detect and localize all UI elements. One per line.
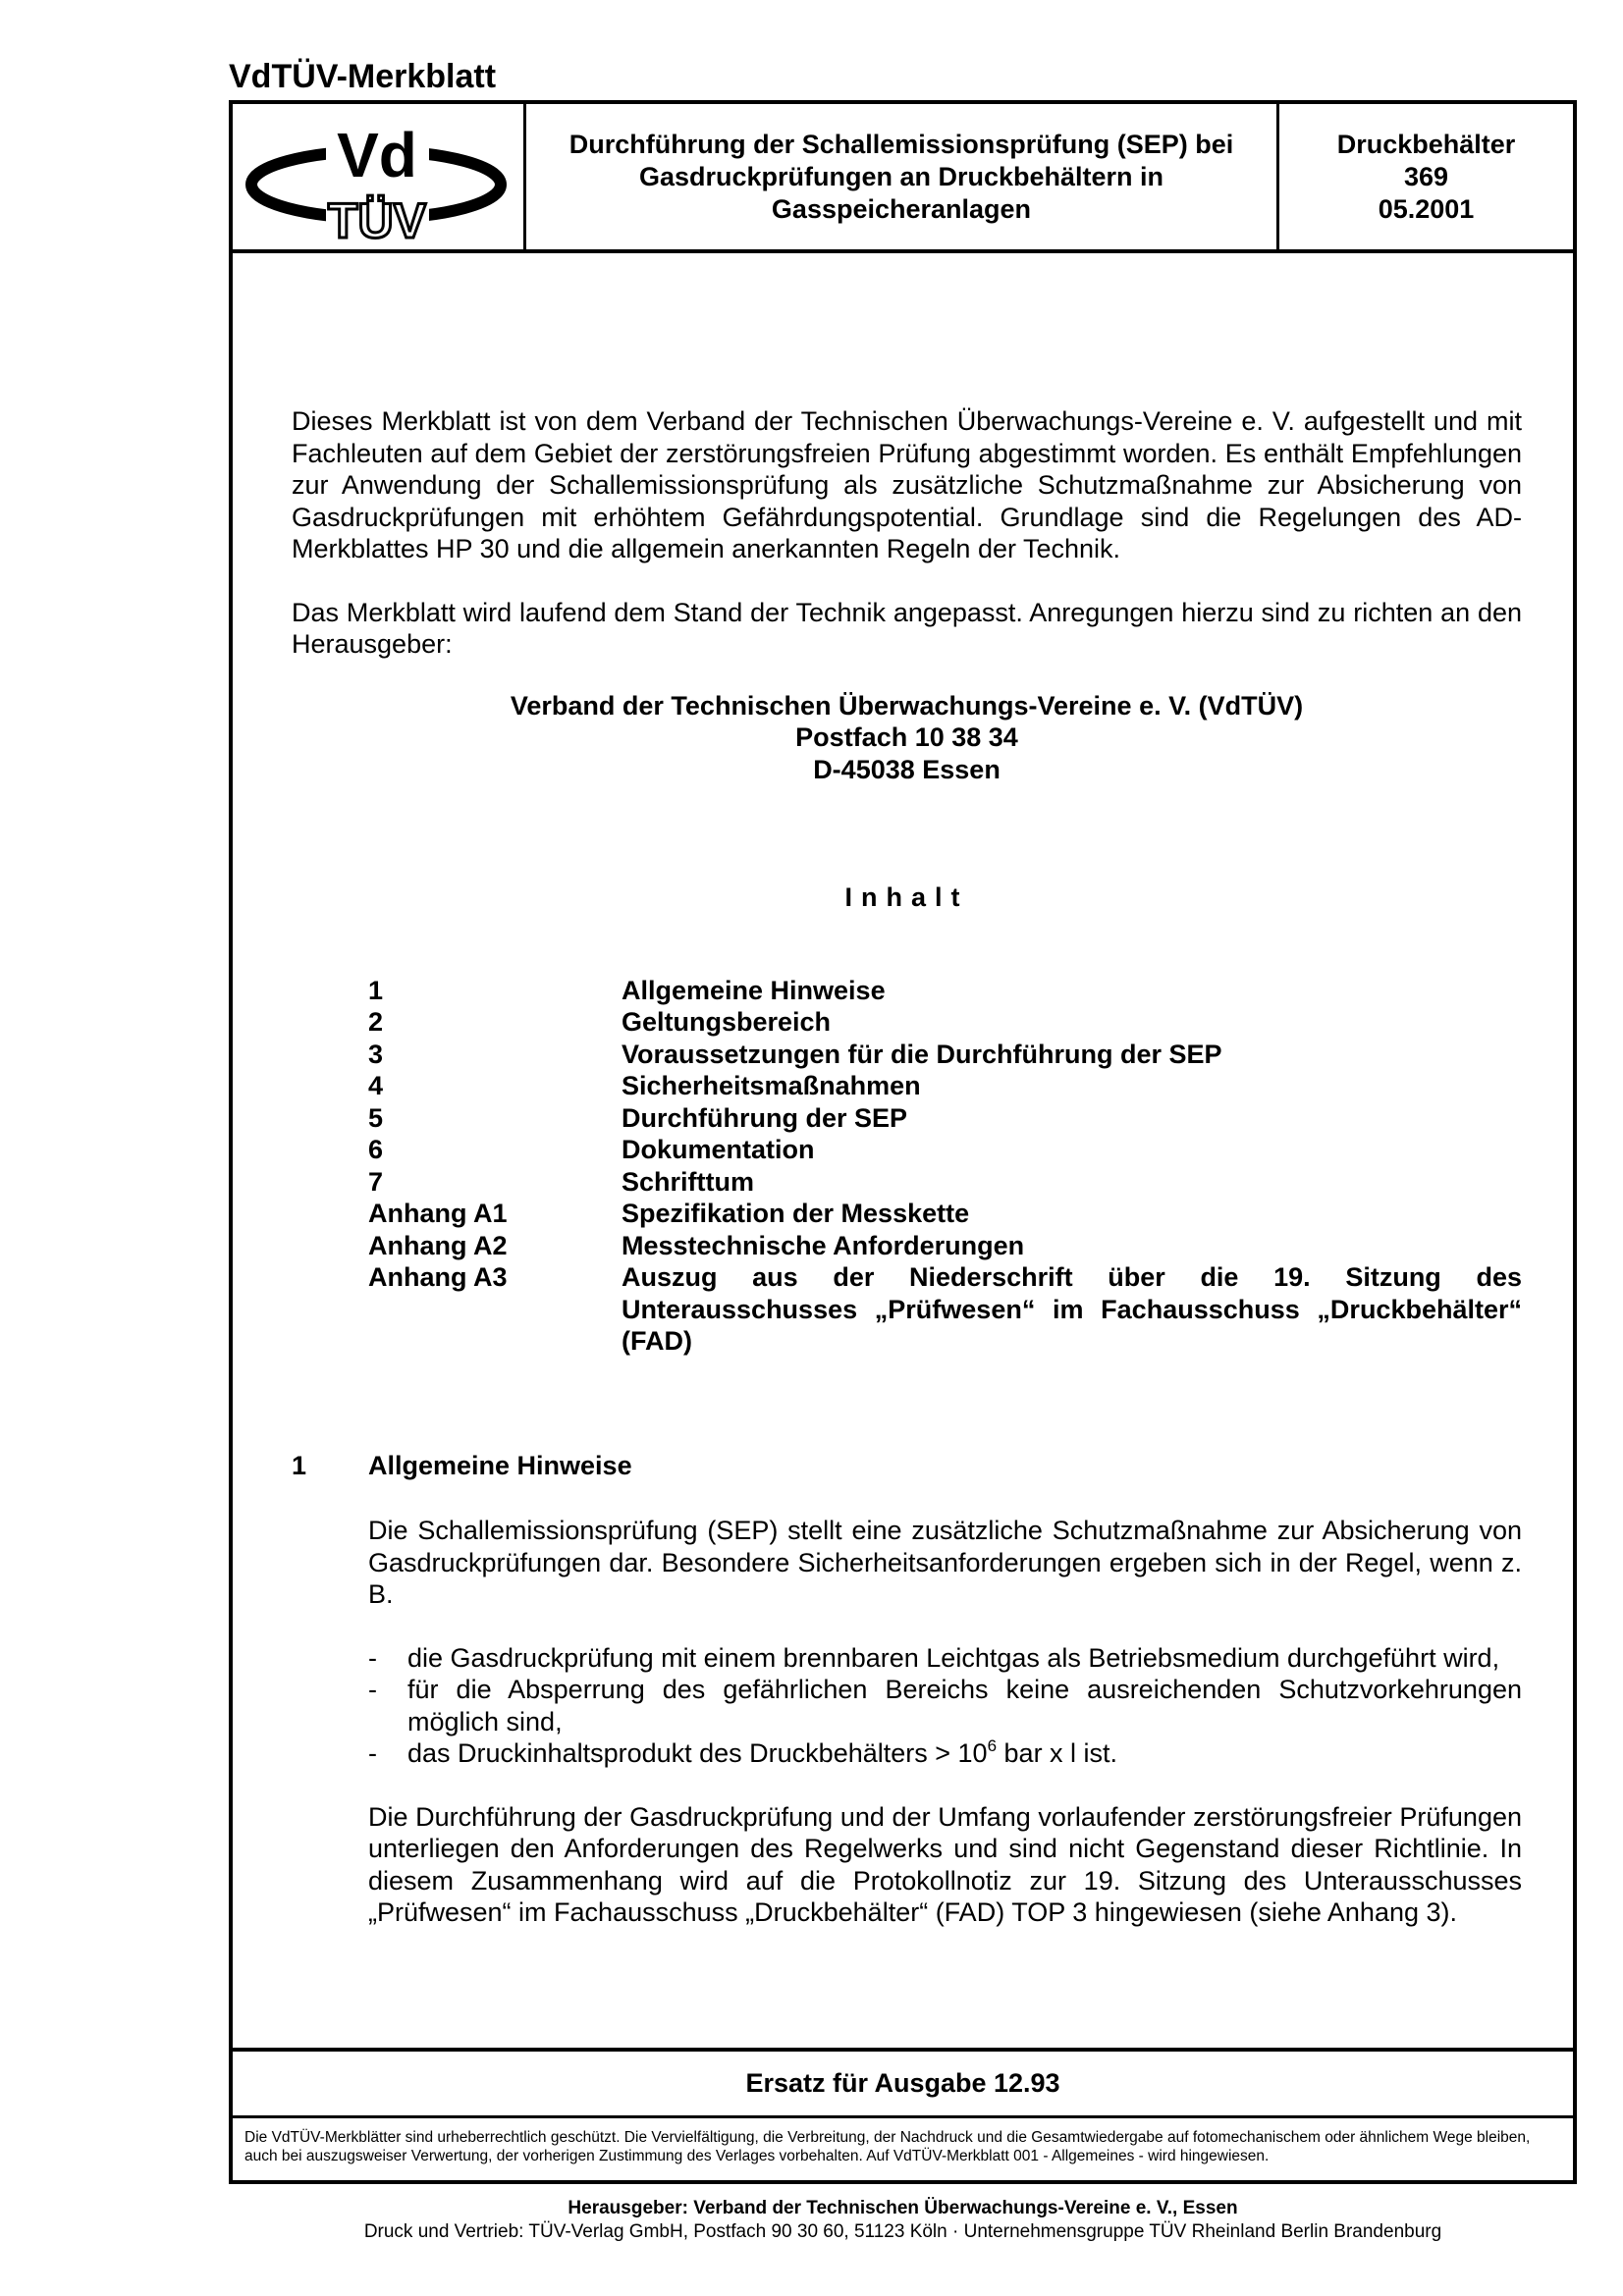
list-item [368, 1737, 1522, 1770]
condition-list [368, 1642, 1522, 1770]
header-table [233, 104, 1573, 253]
toc-item-title: Messtechnische Anforderungen [622, 1230, 1025, 1260]
logo-text-bottom: TÜV [328, 193, 426, 248]
toc-item-title: Durchführung der SEP [622, 1102, 908, 1133]
address-line: D-45038 Essen [813, 754, 1001, 784]
toc-item-number: Anhang A2 [368, 1230, 508, 1260]
document-meta [1279, 104, 1573, 249]
toc-item-number: 3 [368, 1039, 384, 1069]
copyright-notice: Die VdTÜV-Merkblätter sind urheberrechtlich geschützt. Die Vervielfältigung, die Verbreitung, der Nachdruck und die Gesamtwiedergabe auf fotomechanischem oder ähnlichem Wege bleiben, auch bei auszugsweiser Verwertung, der vorherigen Zustimmung des Verlages vorbehalten. Auf VdTÜV-Merkblatt 001 - Allgemeines - wird hingewiesen. [244, 2129, 1531, 2164]
vdtuev-logo-icon [233, 104, 523, 249]
toc-item [368, 1134, 1522, 1166]
section-title: Allgemeine Hinweise [368, 1450, 632, 1480]
main-content [292, 253, 1522, 1929]
list-item-text: bar x l ist. [997, 1738, 1118, 1768]
section-number: 1 [292, 1450, 307, 1480]
footer-distribution: Druck und Vertrieb: TÜV-Verlag GmbH, Postfach 90 30 60, 51123 Köln · Unternehmensgruppe TÜV Rheinland Berlin Brandenburg [363, 2221, 1442, 2242]
title-line: Durchführung der Schallemissionsprüfung (SEP) bei [568, 129, 1234, 159]
exponent: 6 [987, 1736, 998, 1755]
toc-item-title: Allgemeine Hinweise [622, 975, 886, 1005]
toc-item-title: Spezifikation der Messkette [622, 1199, 970, 1228]
toc-item-title: Sicherheitsmaßnahmen [622, 1071, 921, 1100]
address-line: Verband der Technischen Überwachungs-Vereine e. V. (VdTÜV) [510, 690, 1304, 721]
document-number: 369 [1403, 161, 1449, 191]
toc-item [368, 975, 1522, 1007]
section-paragraph: Die Durchführung der Gasdruckprüfung und der Umfang vorlaufender zerstörungsfreier Prüfungen unterliegen den Anforderungen des Regelwerks und sind nicht Gegenstand dieser Richtlinie. In diesem Zusammenhang wird auf die Protokollnotiz zur 19. Sitzung des Unterausschusses „Prüfwesen“ im Fachausschuss „Druckbehälter“ (FAD) TOP 3 hingewiesen (siehe Anhang 3). [368, 1801, 1522, 1927]
toc-item-number: 5 [368, 1102, 384, 1133]
section-heading [292, 1450, 1522, 1482]
toc-item [368, 1166, 1522, 1199]
toc-item [368, 1006, 1522, 1039]
toc-item-title: Voraussetzungen für die Durchführung der SEP [622, 1039, 1222, 1069]
toc-item [368, 1230, 1522, 1262]
toc-item-title: Dokumentation [622, 1135, 815, 1164]
publisher-address [292, 690, 1522, 786]
document-title [526, 104, 1279, 249]
toc-heading: Inhalt [844, 882, 969, 912]
toc-item-number: 4 [368, 1071, 384, 1100]
toc-item-title: Auszug aus der Niederschrift über die 19. Sitzung des Unterausschusses „Prüfwesen“ im Fachausschuss „Druckbehälter“ (FAD) [622, 1262, 1522, 1356]
title-line: Gasdruckprüfungen an Druckbehältern in [638, 161, 1164, 191]
list-item: - die Gasdruckprüfung mit einem brennbaren Leichtgas als Betriebsmedium durchgeführt wird, [368, 1642, 1522, 1675]
document-frame [229, 100, 1577, 2184]
document-category: Druckbehälter [1336, 129, 1516, 159]
page-footer [229, 2197, 1577, 2244]
document-date: 05.2001 [1378, 193, 1475, 224]
page-heading: VdTÜV-Merkblatt [229, 58, 497, 95]
toc-item-number: 6 [368, 1135, 384, 1164]
toc-item-number: 7 [368, 1166, 384, 1197]
vdtuev-logo [233, 104, 526, 249]
toc-item-number: Anhang A1 [368, 1199, 508, 1228]
toc-item-title: Schrifttum [622, 1166, 754, 1197]
replacement-notice: Ersatz für Ausgabe 12.93 [233, 2048, 1573, 2118]
intro-paragraph: Das Merkblatt wird laufend dem Stand der Technik angepasst. Anregungen hierzu sind zu richten an den Herausgeber: [292, 597, 1522, 659]
toc-item [368, 1102, 1522, 1135]
logo-text-top: Vd [337, 120, 417, 190]
table-of-contents [368, 975, 1522, 1358]
toc-item-number: 1 [368, 975, 384, 1005]
title-line: Gasspeicheranlagen [771, 193, 1032, 224]
footer-publisher: Herausgeber: Verband der Technischen Überwachungs-Vereine e. V., Essen [568, 2198, 1238, 2218]
toc-item [368, 1261, 1522, 1358]
toc-item-number: 2 [368, 1007, 384, 1037]
toc-item-title: Geltungsbereich [622, 1007, 832, 1037]
list-item: - für die Absperrung des gefährlichen Bereichs keine ausreichenden Schutzvorkehrungen möglich sind, [368, 1674, 1522, 1737]
toc-item [368, 1070, 1522, 1102]
list-item-text: das Druckinhaltsprodukt des Druckbehälters > 10 [407, 1738, 988, 1768]
intro-paragraph: Dieses Merkblatt ist von dem Verband der Technischen Überwachungs-Vereine e. V. aufgestellt und mit Fachleuten auf dem Gebiet der zerstörungsfreien Prüfung abgestimmt worden. Es enthält Empfehlungen zur Anwendung der Schallemissionsprüfung als zusätzliche Schutzmaßnahme zur Absicherung von Gasdruckprüfungen mit erhöhtem Gefährdungspotential. Grundlage sind die Regelungen des AD-Merkblattes HP 30 und die allgemein anerkannten Regeln der Technik. [292, 406, 1522, 563]
section-paragraph: Die Schallemissionsprüfung (SEP) stellt eine zusätzliche Schutzmaßnahme zur Absicherung von Gasdruckprüfungen dar. Besondere Sicherheitsanforderungen ergeben sich in der Regel, wenn z. B. [368, 1516, 1522, 1609]
section-body [368, 1515, 1522, 1929]
toc-item [368, 1198, 1522, 1230]
toc-item-number: Anhang A3 [368, 1262, 508, 1292]
address-line: Postfach 10 38 34 [795, 722, 1018, 752]
toc-item [368, 1039, 1522, 1071]
